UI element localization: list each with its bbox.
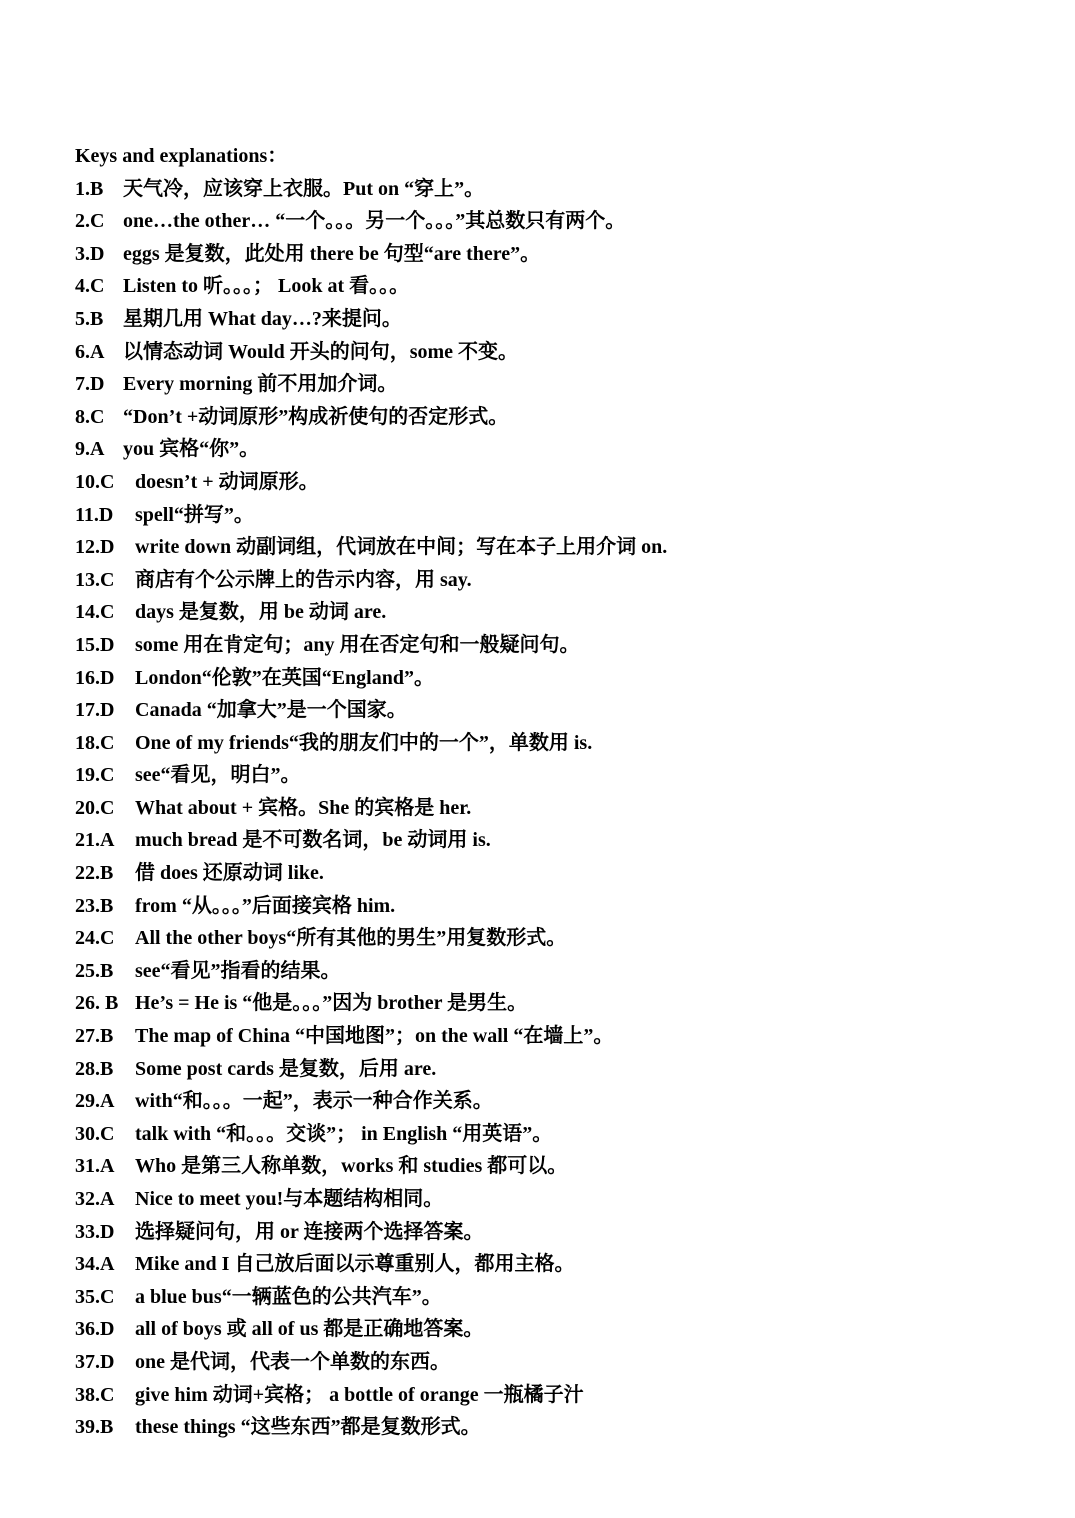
answer-key-item bbox=[75, 890, 1035, 923]
answer-key-item bbox=[75, 499, 1035, 532]
answer-explanation: some 用在肯定句；any 用在否定句和一般疑问句。 bbox=[135, 633, 580, 656]
answer-key-item bbox=[75, 792, 1035, 825]
answer-number: 37.D bbox=[75, 1350, 115, 1373]
answer-number: 21.A bbox=[75, 829, 115, 852]
answer-number: 7.D bbox=[75, 373, 105, 396]
answer-key-item bbox=[75, 238, 1035, 271]
answer-number: 17.D bbox=[75, 699, 115, 722]
answer-explanation: 商店有个公示牌上的告示内容，用 say. bbox=[135, 568, 472, 591]
document-heading: Keys and explanations： bbox=[75, 145, 288, 167]
answer-key-item bbox=[75, 857, 1035, 890]
answer-explanation: see“看见”指看的结果。 bbox=[135, 959, 341, 982]
answer-explanation: 选择疑问句，用 or 连接两个选择答案。 bbox=[135, 1220, 484, 1243]
answer-explanation: eggs 是复数，此处用 there be 句型“are there”。 bbox=[123, 242, 541, 265]
document-page bbox=[75, 140, 1035, 1444]
answer-number: 33.D bbox=[75, 1220, 115, 1243]
answer-number: 20.C bbox=[75, 796, 115, 819]
answer-number: 1.B bbox=[75, 177, 104, 200]
answer-key-item bbox=[75, 1118, 1035, 1151]
answer-key-item bbox=[75, 1346, 1035, 1379]
answer-explanation: doesn’t + 动词原形。 bbox=[135, 470, 319, 493]
answer-number: 8.C bbox=[75, 405, 105, 428]
answer-explanation: All the other boys“所有其他的男生”用复数形式。 bbox=[135, 927, 567, 950]
answer-explanation: one 是代词，代表一个单数的东西。 bbox=[135, 1350, 450, 1373]
answer-key-item bbox=[75, 466, 1035, 499]
answer-explanation: Every morning 前不用加介词。 bbox=[123, 373, 398, 396]
answer-explanation: spell“拼写”。 bbox=[135, 503, 254, 526]
answer-number: 18.C bbox=[75, 731, 115, 754]
answer-number: 12.D bbox=[75, 536, 115, 559]
answer-key-item bbox=[75, 987, 1035, 1020]
answer-key-item bbox=[75, 922, 1035, 955]
answer-number: 34.A bbox=[75, 1253, 115, 1276]
answer-number: 16.D bbox=[75, 666, 115, 689]
answer-number: 25.B bbox=[75, 959, 114, 982]
answer-number: 28.B bbox=[75, 1057, 114, 1080]
answer-explanation: Listen to 听。。。； Look at 看。。。 bbox=[123, 275, 410, 298]
answer-key-item bbox=[75, 303, 1035, 336]
answer-explanation: you 宾格“你”。 bbox=[123, 438, 260, 461]
answer-explanation: one…the other… “一个。。。另一个。。。”其总数只有两个。 bbox=[123, 210, 626, 233]
answer-key-item bbox=[75, 1085, 1035, 1118]
answer-number: 23.B bbox=[75, 894, 114, 917]
answer-number: 4.C bbox=[75, 275, 105, 298]
answer-number: 13.C bbox=[75, 568, 115, 591]
answer-key-item bbox=[75, 694, 1035, 727]
answer-number: 39.B bbox=[75, 1416, 114, 1439]
answer-key-item bbox=[75, 955, 1035, 988]
answer-number: 29.A bbox=[75, 1090, 115, 1113]
answer-key-item bbox=[75, 564, 1035, 597]
answer-explanation: “Don’t +动词原形”构成祈使句的否定形式。 bbox=[123, 405, 509, 428]
answer-key-item bbox=[75, 336, 1035, 369]
answer-explanation: write down 动副词组，代词放在中间；写在本子上用介词 on. bbox=[135, 536, 668, 559]
answer-key-item bbox=[75, 596, 1035, 629]
answer-key-item bbox=[75, 1411, 1035, 1444]
answer-key-item bbox=[75, 1313, 1035, 1346]
answer-explanation: London“伦敦”在英国“England”。 bbox=[135, 666, 434, 689]
answer-key-item bbox=[75, 368, 1035, 401]
answer-explanation: What about + 宾格。She 的宾格是 her. bbox=[135, 796, 472, 819]
answer-explanation: 以情态动词 Would 开头的问句，some 不变。 bbox=[123, 340, 519, 363]
answer-number: 3.D bbox=[75, 242, 105, 265]
answer-explanation: He’s = He is “他是。。。”因为 brother 是男生。 bbox=[135, 992, 528, 1015]
answer-explanation: a blue bus“一辆蓝色的公共汽车”。 bbox=[135, 1285, 442, 1308]
answer-number: 19.C bbox=[75, 764, 115, 787]
answer-key-item bbox=[75, 205, 1035, 238]
answer-number: 2.C bbox=[75, 210, 105, 233]
answer-number: 36.D bbox=[75, 1318, 115, 1341]
answer-explanation: 借 does 还原动词 like. bbox=[135, 862, 324, 885]
answer-explanation: from “从。。。”后面接宾格 him. bbox=[135, 894, 396, 917]
answer-number: 32.A bbox=[75, 1188, 115, 1210]
answer-key-item bbox=[75, 662, 1035, 695]
answer-key-item bbox=[75, 1281, 1035, 1314]
answer-number: 15.D bbox=[75, 633, 115, 656]
answer-number: 31.A bbox=[75, 1155, 115, 1178]
answer-number: 30.C bbox=[75, 1122, 115, 1145]
answer-number: 26. B bbox=[75, 992, 119, 1015]
answer-explanation: days 是复数，用 be 动词 are. bbox=[135, 601, 387, 624]
answer-key-item bbox=[75, 173, 1035, 206]
answer-key-item bbox=[75, 1150, 1035, 1183]
answer-key-item bbox=[75, 727, 1035, 760]
answer-key-item bbox=[75, 433, 1035, 466]
answer-explanation: One of my friends“我的朋友们中的一个”，单数用 is. bbox=[135, 731, 593, 754]
answer-number: 5.B bbox=[75, 307, 104, 330]
answer-key-item bbox=[75, 1183, 1035, 1216]
answer-explanation: Who 是第三人称单数，works 和 studies 都可以。 bbox=[135, 1155, 568, 1178]
answer-explanation: Mike and I 自己放后面以示尊重别人，都用主格。 bbox=[135, 1253, 575, 1276]
answer-explanation: The map of China “中国地图”；on the wall “在墙上”。 bbox=[135, 1025, 614, 1048]
answer-number: 22.B bbox=[75, 862, 114, 885]
answer-number: 6.A bbox=[75, 340, 105, 363]
answer-number: 10.C bbox=[75, 470, 115, 493]
answer-explanation: these things “这些东西”都是复数形式。 bbox=[135, 1416, 481, 1439]
answer-key-item bbox=[75, 1020, 1035, 1053]
answer-key-item bbox=[75, 531, 1035, 564]
answer-key-item bbox=[75, 824, 1035, 857]
answer-number: 11.D bbox=[75, 503, 114, 526]
answer-key-item bbox=[75, 401, 1035, 434]
answer-number: 35.C bbox=[75, 1285, 115, 1308]
answer-key-item bbox=[75, 759, 1035, 792]
answer-number: 9.A bbox=[75, 438, 105, 461]
answer-key-item bbox=[75, 270, 1035, 303]
answer-explanation: 天气冷，应该穿上衣服。Put on “穿上”。 bbox=[123, 177, 485, 200]
answer-number: 14.C bbox=[75, 601, 115, 624]
answer-number: 27.B bbox=[75, 1025, 114, 1048]
answer-key-item bbox=[75, 1216, 1035, 1249]
answer-key-item bbox=[75, 1053, 1035, 1086]
answer-key-item bbox=[75, 629, 1035, 662]
answer-explanation: Some post cards 是复数，后用 are. bbox=[135, 1057, 437, 1080]
answer-explanation: talk with “和。。。交谈”； in English “用英语”。 bbox=[135, 1122, 553, 1145]
answer-key-list bbox=[75, 173, 1035, 1444]
answer-number: 24.C bbox=[75, 927, 115, 950]
answer-explanation: 星期几用 What day…?来提问。 bbox=[123, 307, 402, 330]
answer-explanation: much bread 是不可数名词，be 动词用 is. bbox=[135, 829, 491, 852]
answer-number: 38.C bbox=[75, 1383, 115, 1406]
answer-explanation: give him 动词+宾格； a bottle of orange 一瓶橘子汁 bbox=[135, 1383, 584, 1406]
answer-explanation: Nice to meet you!与本题结构相同。 bbox=[135, 1188, 444, 1210]
answer-explanation: with“和。。。一起”，表示一种合作关系。 bbox=[135, 1090, 493, 1113]
answer-key-item bbox=[75, 1379, 1035, 1412]
answer-explanation: all of boys 或 all of us 都是正确地答案。 bbox=[135, 1318, 484, 1341]
answer-explanation: Canada “加拿大”是一个国家。 bbox=[135, 699, 407, 722]
answer-key-item bbox=[75, 1248, 1035, 1281]
answer-explanation: see“看见，明白”。 bbox=[135, 764, 301, 787]
